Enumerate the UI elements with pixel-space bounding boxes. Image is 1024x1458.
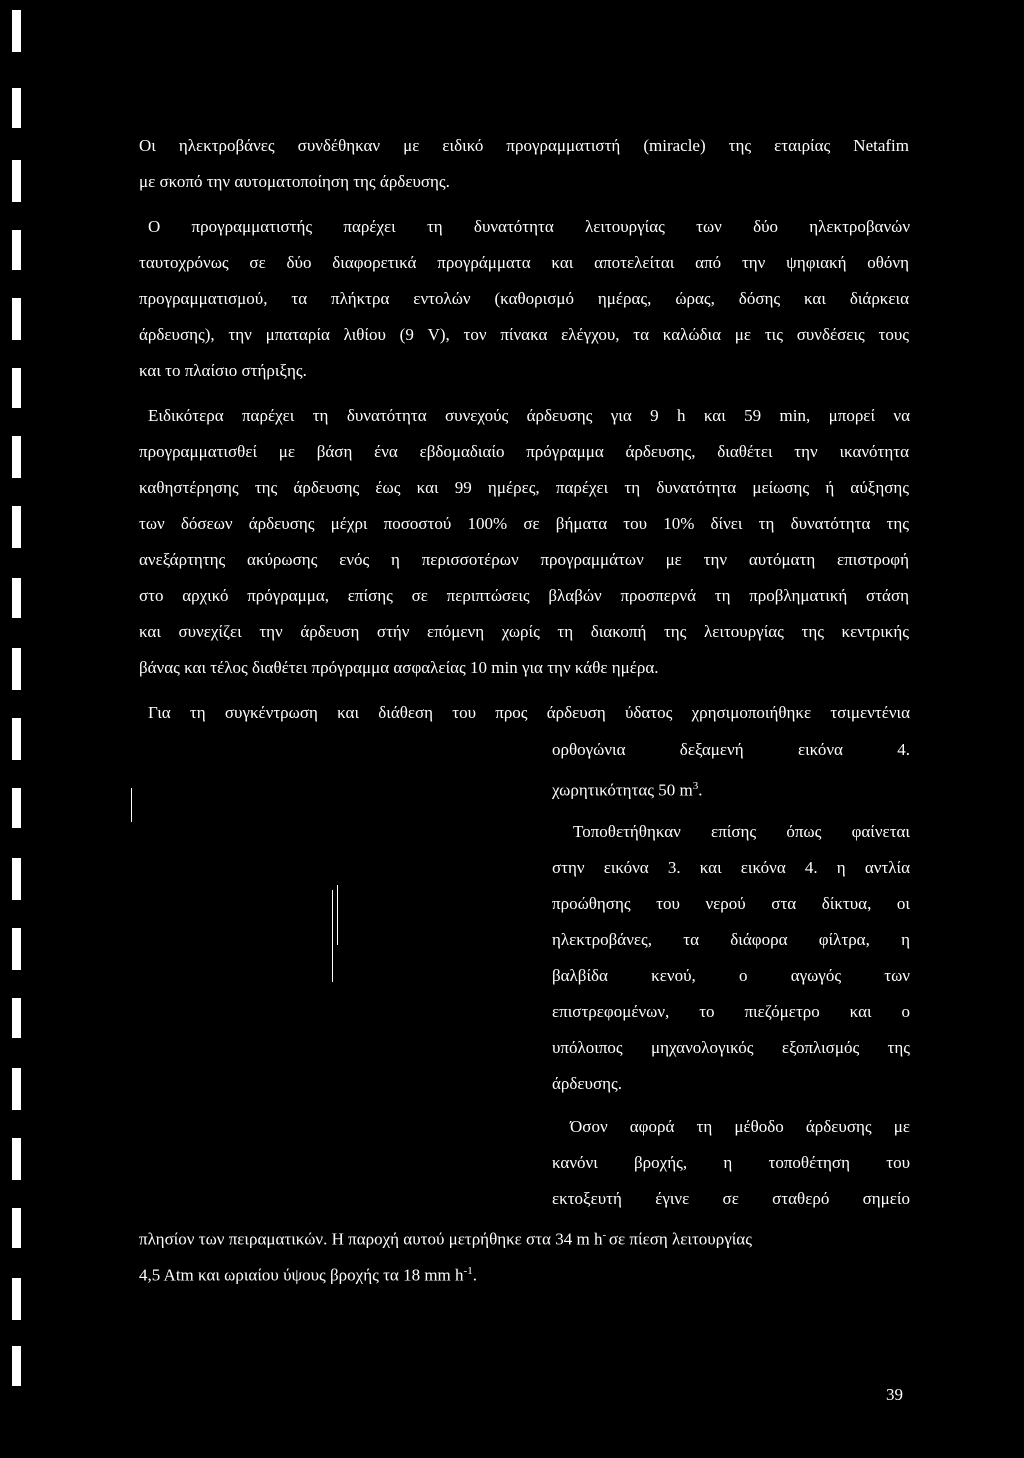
text-line: εκτοξευτή έγινε σε σταθερό σημείο [552, 1189, 910, 1208]
text-line: άρδευσης), την μπαταρία λιθίου (9 V), τον πίνακα ελέγχου, τα καλώδια με τις συνδέσεις τους [139, 325, 909, 344]
text-line: χωρητικότητας 50 $m^3$. [552, 780, 703, 800]
figure-edge [332, 890, 333, 982]
page-number: 39 [886, 1385, 903, 1404]
text-line: στην εικόνα 3. και εικόνα 4. η αντλία [552, 858, 910, 877]
text-line: Οι ηλεκτροβάνες συνδέθηκαν με ειδικό προγραμματιστή (miracle) της εταιρίας Netafim [139, 136, 909, 155]
text-line: ορθογώνια δεξαμενή εικόνα 4. [552, 740, 910, 759]
text-line: Ο προγραμματιστής παρέχει τη δυνατότητα λειτουργίας των δύο ηλεκτροβανών [148, 217, 910, 236]
text-line: Για τη συγκέντρωση και διάθεση του προς άρδευση ύδατος χρησιμοποιήθηκε τσιμεντένια [148, 703, 910, 722]
text-line: και συνεχίζει την άρδευση στήν επόμενη χωρίς τη διακοπή της λειτουργίας της κεντρικής [139, 622, 909, 641]
text-line: 4,5 Atm και ωριαίου ύψους βροχής τα 18 mm $h^{-1}$. [139, 1265, 477, 1285]
text-line: με σκοπό την αυτοματοποίηση της άρδευσης. [139, 172, 450, 191]
text-line: Τοποθετήθηκαν επίσης όπως φαίνεται [573, 822, 910, 841]
text-line: Ειδικότερα παρέχει τη δυνατότητα συνεχούς άρδευσης για 9 h και 59 min, μπορεί να [148, 406, 910, 425]
text-line: άρδευσης. [552, 1074, 622, 1093]
figure-edge [337, 885, 338, 945]
text-line: προώθησης του νερού στα δίκτυα, οι [552, 894, 910, 913]
text-line: πλησίον των πειραματικών. Η παροχή αυτού μετρήθηκε στα 34 m h- σε πίεση λειτουργίας [139, 1229, 752, 1249]
text-line: ταυτοχρόνως σε δύο διαφορετικά προγράμματα και αποτελείται από την ψηφιακή οθόνη [139, 253, 909, 272]
text-line: στο αρχικό πρόγραμμα, επίσης σε περιπτώσεις βλαβών προσπερνά τη προβληματική στάση [139, 586, 909, 605]
text-line: και το πλαίσιο στήριξης. [139, 361, 307, 380]
text-line: Όσον αφορά τη μέθοδο άρδευσης με [570, 1117, 910, 1136]
text-line: υπόλοιπος μηχανολογικός εξοπλισμός της [552, 1038, 910, 1057]
text-line: κανόνι βροχής, η τοποθέτηση του [552, 1153, 910, 1172]
figure-edge [131, 788, 132, 822]
text-line: προγραμματισθεί με βάση ένα εβδομαδιαίο πρόγραμμα άρδευσης, διαθέτει την ικανότητα [139, 442, 909, 461]
text-line: ηλεκτροβάνες, τα διάφορα φίλτρα, η [552, 930, 910, 949]
text-line: βάνας και τέλος διαθέτει πρόγραμμα ασφαλείας 10 min για την κάθε ημέρα. [139, 658, 659, 677]
text-line: βαλβίδα κενού, ο αγωγός των [552, 966, 910, 985]
text-line: επιστρεφομένων, το πιεζόμετρο και ο [552, 1002, 910, 1021]
text-line: προγραμματισμού, τα πλήκτρα εντολών (καθορισμό ημέρας, ώρας, δόσης και διάρκεια [139, 289, 909, 308]
text-line: καθηστέρησης της άρδευσης έως και 99 ημέρες, παρέχει τη δυνατότητα μείωσης ή αύξησης [139, 478, 909, 497]
text-line: των δόσεων άρδευσης μέχρι ποσοστού 100% σε βήματα του 10% δίνει τη δυνατότητα της [139, 514, 909, 533]
text-line: ανεξάρτητης ακύρωσης ενός η περισσοτέρων προγραμμάτων με την αυτόματη επιστροφή [139, 550, 909, 569]
